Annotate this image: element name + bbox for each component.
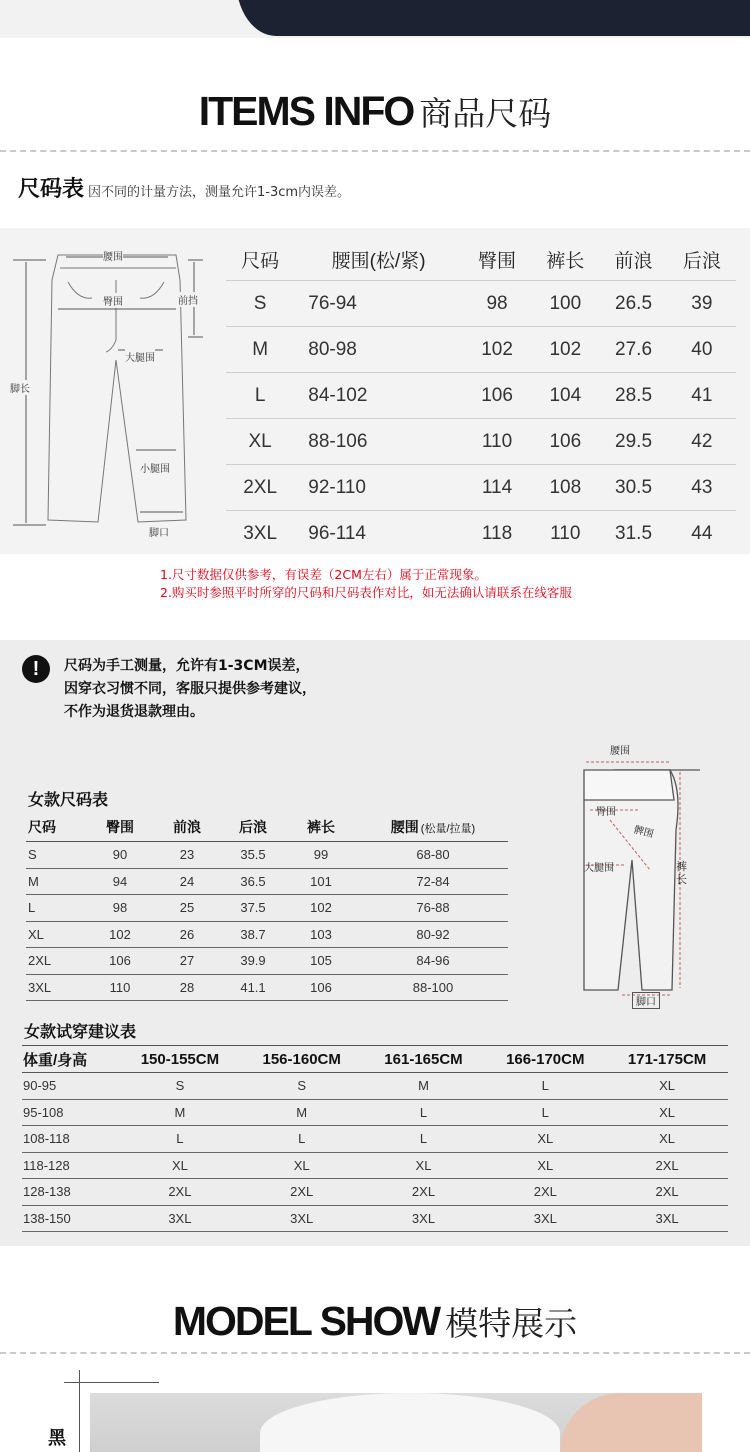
table-cell: L bbox=[226, 373, 294, 419]
table-cell: 2XL bbox=[26, 948, 88, 975]
table-cell: XL bbox=[606, 1126, 728, 1153]
table-cell: 102 bbox=[463, 327, 531, 373]
table-cell: 101 bbox=[284, 868, 358, 895]
table-cell: 98 bbox=[88, 895, 152, 922]
table-cell: 94 bbox=[88, 868, 152, 895]
color-label-line-v bbox=[79, 1370, 80, 1452]
diagram2-rise-label: 髀围 bbox=[632, 824, 655, 841]
header-cell: 前浪 bbox=[152, 813, 222, 842]
header-cell bbox=[358, 813, 508, 842]
table-cell: 2XL bbox=[484, 1179, 606, 1206]
table-cell: 29.5 bbox=[599, 419, 667, 465]
items-info-heading bbox=[0, 88, 750, 135]
table-cell: XL bbox=[484, 1152, 606, 1179]
diagram2-hip-label: 臀围 bbox=[596, 807, 616, 818]
items-info-title-cn: 商品尺码 bbox=[419, 94, 552, 133]
header-cell: 156-160CM bbox=[241, 1046, 363, 1073]
diagram-length-label: 脚长 bbox=[10, 380, 30, 395]
table-cell: 3XL bbox=[119, 1205, 241, 1232]
table-cell: 88-100 bbox=[358, 974, 508, 1001]
header-cell: 尺码 bbox=[241, 250, 280, 272]
table-row bbox=[26, 868, 508, 895]
table-row bbox=[26, 842, 508, 869]
table-cell: XL bbox=[241, 1152, 363, 1179]
table-cell: L bbox=[484, 1099, 606, 1126]
table-cell: 118 bbox=[463, 511, 531, 557]
red-notes bbox=[160, 566, 572, 602]
table-cell: 105 bbox=[284, 948, 358, 975]
diagram2-hem-label: 脚口 bbox=[632, 992, 660, 1009]
header-waist: 腰围 bbox=[390, 819, 419, 835]
table-cell: 104 bbox=[531, 373, 599, 419]
table-row bbox=[26, 921, 508, 948]
header-cell: 臀围 bbox=[478, 250, 517, 272]
table-cell: L bbox=[363, 1099, 485, 1126]
table-cell: 37.5 bbox=[222, 895, 284, 922]
table-row bbox=[226, 327, 736, 373]
diagram-front-rise-label: 前挡 bbox=[178, 292, 198, 307]
table-cell: 44 bbox=[668, 511, 736, 557]
items-info-title-en: ITEMS INFO bbox=[198, 88, 414, 134]
divider bbox=[0, 150, 750, 152]
red-note: 1.尺寸数据仅供参考，有误差（2CM左右）属于正常现象。 bbox=[160, 567, 487, 582]
header-cell: 161-165CM bbox=[363, 1046, 485, 1073]
diagram-calf-label: 小腿围 bbox=[140, 460, 170, 475]
table-row bbox=[22, 1205, 728, 1232]
table-cell: 3XL bbox=[363, 1205, 485, 1232]
table-cell: 2XL bbox=[363, 1179, 485, 1206]
size-chart-title: 尺码表 bbox=[18, 177, 85, 202]
table-row bbox=[226, 281, 736, 327]
table-cell: XL bbox=[226, 419, 294, 465]
diagram-thigh-label: 大腿围 bbox=[125, 349, 155, 364]
warning-line: 尺码为手工测量，允许有1-3CM误差， bbox=[64, 658, 310, 674]
table-cell: 26 bbox=[152, 921, 222, 948]
table-cell: 38.7 bbox=[222, 921, 284, 948]
table-cell: 41.1 bbox=[222, 974, 284, 1001]
table-cell: 28.5 bbox=[599, 373, 667, 419]
table-cell: 80-92 bbox=[358, 921, 508, 948]
table-cell: XL bbox=[26, 921, 88, 948]
table-row bbox=[22, 1126, 728, 1153]
header-cell: 前浪 bbox=[614, 250, 653, 272]
table-cell: 68-80 bbox=[358, 842, 508, 869]
table-cell: 110 bbox=[88, 974, 152, 1001]
table-cell: 108-118 bbox=[22, 1126, 119, 1153]
table-cell: 106 bbox=[463, 373, 531, 419]
table-cell: 39.9 bbox=[222, 948, 284, 975]
table-cell: 3XL bbox=[606, 1205, 728, 1232]
table-cell: 27.6 bbox=[599, 327, 667, 373]
table-row bbox=[22, 1179, 728, 1206]
table-cell: M bbox=[241, 1099, 363, 1126]
table-cell: 102 bbox=[284, 895, 358, 922]
table-row bbox=[26, 948, 508, 975]
table-cell: 42 bbox=[668, 419, 736, 465]
table-cell: 30.5 bbox=[599, 465, 667, 511]
table-row bbox=[26, 895, 508, 922]
diagram2-length-label: 裤长 bbox=[676, 860, 687, 886]
table-cell: 24 bbox=[152, 868, 222, 895]
table-cell: 2XL bbox=[606, 1152, 728, 1179]
table-cell: 90-95 bbox=[22, 1073, 119, 1100]
table-row bbox=[226, 511, 736, 557]
size-table-header bbox=[226, 238, 736, 281]
model-photo bbox=[90, 1393, 702, 1452]
table-cell: 110 bbox=[463, 419, 531, 465]
model-show-heading bbox=[0, 1298, 750, 1345]
table-cell: 108 bbox=[531, 465, 599, 511]
table-cell: 114 bbox=[463, 465, 531, 511]
table-row bbox=[226, 419, 736, 465]
model-show-title-cn: 模特展示 bbox=[445, 1304, 578, 1343]
table-cell: 39 bbox=[668, 281, 736, 327]
table-cell: 76-94 bbox=[294, 281, 463, 327]
table-cell: 3XL bbox=[226, 511, 294, 557]
header-cell: 150-155CM bbox=[119, 1046, 241, 1073]
table-cell: 110 bbox=[531, 511, 599, 557]
table-cell: 84-102 bbox=[294, 373, 463, 419]
table-cell: S bbox=[26, 842, 88, 869]
table-cell: 106 bbox=[531, 419, 599, 465]
table-row bbox=[226, 465, 736, 511]
table-cell: 25 bbox=[152, 895, 222, 922]
warning-icon: ! bbox=[22, 655, 50, 683]
table-cell: XL bbox=[484, 1126, 606, 1153]
table-cell: 2XL bbox=[241, 1179, 363, 1206]
table-cell: L bbox=[363, 1126, 485, 1153]
womens-size-table bbox=[26, 813, 508, 1001]
header-cell: 后浪 bbox=[682, 250, 721, 272]
table-row bbox=[22, 1073, 728, 1100]
table-cell: S bbox=[119, 1073, 241, 1100]
pants-measure-diagram bbox=[8, 240, 218, 545]
table-cell: M bbox=[26, 868, 88, 895]
header-cell: 体重/身高 bbox=[22, 1046, 119, 1073]
table-cell: 35.5 bbox=[222, 842, 284, 869]
table-cell: 106 bbox=[284, 974, 358, 1001]
table-cell: 100 bbox=[531, 281, 599, 327]
diagram2-waist-label: 腰围 bbox=[610, 746, 630, 757]
header-cell: 裤长 bbox=[546, 250, 585, 272]
table-cell: 95-108 bbox=[22, 1099, 119, 1126]
size-chart-header bbox=[18, 172, 350, 203]
table-cell: 2XL bbox=[226, 465, 294, 511]
table-cell: L bbox=[484, 1073, 606, 1100]
warning-line: 不作为退货退款理由。 bbox=[64, 704, 204, 720]
warning-line: 因穿衣习惯不同，客服只提供参考建议， bbox=[64, 681, 316, 697]
table-cell: 28 bbox=[152, 974, 222, 1001]
table-cell: 98 bbox=[463, 281, 531, 327]
table-cell: 128-138 bbox=[22, 1179, 119, 1206]
table-row bbox=[226, 373, 736, 419]
table-cell: 106 bbox=[88, 948, 152, 975]
table-cell: L bbox=[241, 1126, 363, 1153]
table-row bbox=[22, 1099, 728, 1126]
table-cell: M bbox=[226, 327, 294, 373]
trial-table-header bbox=[22, 1046, 728, 1073]
table-cell: 96-114 bbox=[294, 511, 463, 557]
trial-table-title: 女款试穿建议表 bbox=[24, 1022, 137, 1041]
table-cell: L bbox=[119, 1126, 241, 1153]
table-cell: 88-106 bbox=[294, 419, 463, 465]
table-cell: XL bbox=[119, 1152, 241, 1179]
header-cell: 尺码 bbox=[26, 813, 88, 842]
table-cell: 99 bbox=[284, 842, 358, 869]
table-cell: 84-96 bbox=[358, 948, 508, 975]
table-cell: L bbox=[26, 895, 88, 922]
table-cell: M bbox=[119, 1099, 241, 1126]
table-cell: 41 bbox=[668, 373, 736, 419]
size-table bbox=[226, 238, 736, 556]
header-cell: 171-175CM bbox=[606, 1046, 728, 1073]
table-cell: 138-150 bbox=[22, 1205, 119, 1232]
diagram-waist-label: 腰围 bbox=[103, 248, 123, 263]
divider bbox=[0, 1352, 750, 1354]
table-cell: 80-98 bbox=[294, 327, 463, 373]
table-cell: 102 bbox=[88, 921, 152, 948]
table-cell: 102 bbox=[531, 327, 599, 373]
table-cell: 2XL bbox=[606, 1179, 728, 1206]
womens-size-header bbox=[26, 813, 508, 842]
red-note: 2.购买时参照平时所穿的尺码和尺码表作对比，如无法确认请联系在线客服 bbox=[160, 585, 572, 600]
table-row bbox=[26, 974, 508, 1001]
header-cell: 裤长 bbox=[284, 813, 358, 842]
table-cell: 90 bbox=[88, 842, 152, 869]
table-cell: 2XL bbox=[119, 1179, 241, 1206]
header-cell: 臀围 bbox=[88, 813, 152, 842]
model-show-title-en: MODEL SHOW bbox=[172, 1298, 440, 1344]
table-cell: 31.5 bbox=[599, 511, 667, 557]
table-cell: XL bbox=[606, 1099, 728, 1126]
table-cell: XL bbox=[363, 1152, 485, 1179]
header-cell: 后浪 bbox=[222, 813, 284, 842]
table-cell: S bbox=[241, 1073, 363, 1100]
table-cell: 76-88 bbox=[358, 895, 508, 922]
table-cell: 3XL bbox=[26, 974, 88, 1001]
table-cell: 43 bbox=[668, 465, 736, 511]
header-cell: 腰围(松/紧) bbox=[331, 250, 426, 272]
table-cell: 72-84 bbox=[358, 868, 508, 895]
color-label: 黑 bbox=[48, 1428, 66, 1449]
table-cell: 92-110 bbox=[294, 465, 463, 511]
table-cell: M bbox=[363, 1073, 485, 1100]
size-chart-note: 因不同的计量方法，测量允许1-3cm内误差。 bbox=[88, 185, 351, 200]
table-cell: XL bbox=[606, 1073, 728, 1100]
table-cell: 27 bbox=[152, 948, 222, 975]
womens-size-title: 女款尺码表 bbox=[28, 790, 109, 809]
table-cell: 23 bbox=[152, 842, 222, 869]
table-cell: 3XL bbox=[484, 1205, 606, 1232]
table-cell: 36.5 bbox=[222, 868, 284, 895]
diagram-hip-label: 臀围 bbox=[103, 293, 123, 308]
diagram2-thigh-label: 大腿围 bbox=[584, 863, 614, 874]
top-product-photo bbox=[0, 0, 750, 38]
table-row bbox=[22, 1152, 728, 1179]
header-waist-note: (松量/拉量) bbox=[420, 823, 476, 835]
table-cell: 103 bbox=[284, 921, 358, 948]
table-cell: 118-128 bbox=[22, 1152, 119, 1179]
table-cell: 26.5 bbox=[599, 281, 667, 327]
trial-table bbox=[22, 1045, 728, 1232]
table-cell: 3XL bbox=[241, 1205, 363, 1232]
diagram-hem-label: 脚口 bbox=[149, 524, 169, 539]
table-cell: 40 bbox=[668, 327, 736, 373]
warning-text bbox=[64, 655, 316, 724]
table-cell: S bbox=[226, 281, 294, 327]
header-cell: 166-170CM bbox=[484, 1046, 606, 1073]
